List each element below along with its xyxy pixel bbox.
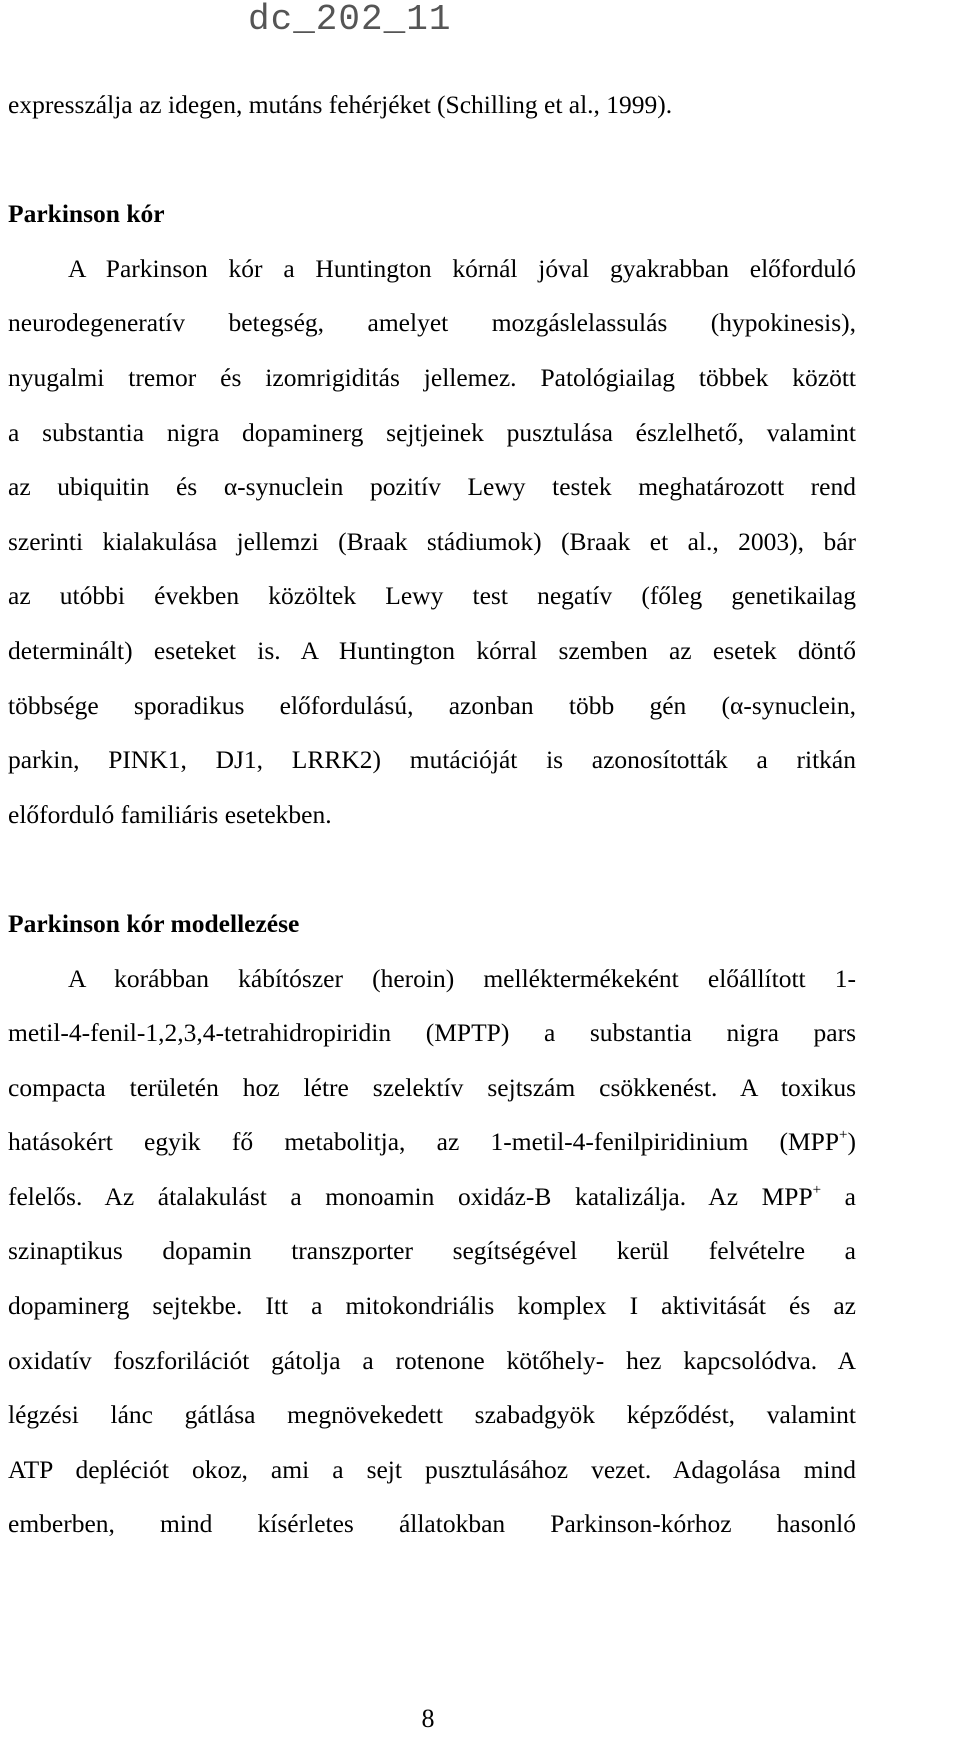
text-line: ATP depléciót okoz, ami a sejt pusztulásához vezet. Adagolása mind bbox=[8, 1454, 856, 1484]
text-line: A korábban kábítószer (heroin) melléktermékeként előállított 1- bbox=[68, 963, 856, 993]
text-fragment: ) bbox=[847, 1127, 856, 1157]
text-line: determinált) eseteket is. A Huntington kórral szemben az esetek döntő bbox=[8, 635, 856, 665]
document-body bbox=[8, 78, 856, 1552]
text-line: szinaptikus dopamin transzporter segítségével kerül felvételre a bbox=[8, 1236, 856, 1266]
paragraph-gap bbox=[8, 842, 856, 897]
text-line: többsége sporadikus előfordulású, azonban több gén (α-synuclein, bbox=[8, 690, 856, 720]
paragraph-gap bbox=[8, 133, 856, 188]
superscript-plus: + bbox=[812, 1181, 822, 1198]
superscript-plus: + bbox=[839, 1127, 848, 1144]
text-line: az utóbbi években közöltek Lewy test negatív (főleg genetikailag bbox=[8, 581, 856, 611]
text-line-mpp bbox=[8, 1115, 856, 1170]
text-fragment: hatásokért egyik fő metabolitja, az 1-metil-4-fenilpiridinium (MPP bbox=[8, 1127, 840, 1157]
text-fragment: felelős. Az átalakulást a monoamin oxidáz-B katalizálja. Az MPP bbox=[8, 1181, 813, 1211]
text-line: a substantia nigra dopaminerg sejtjeinek pusztulása észlelhető, valamint bbox=[8, 417, 856, 447]
text-line: A Parkinson kór a Huntington kórnál jóval gyakrabban előforduló bbox=[68, 253, 856, 283]
continuation-line: expresszálja az idegen, mutáns fehérjéket (Schilling et al., 1999). bbox=[8, 90, 673, 119]
text-line: emberben, mind kísérletes állatokban Parkinson-kórhoz hasonló bbox=[8, 1509, 856, 1539]
text-line: dopaminerg sejtekbe. Itt a mitokondriális komplex I aktivitását és az bbox=[8, 1291, 856, 1321]
text-line: compacta területén hoz létre szelektív sejtszám csökkenést. A toxikus bbox=[8, 1072, 856, 1102]
text-line-mpp2 bbox=[8, 1170, 856, 1225]
text-line: az ubiquitin és α-synuclein pozitív Lewy testek meghatározott rend bbox=[8, 472, 856, 502]
text-line: oxidatív foszforilációt gátolja a rotenone kötőhely- hez kapcsolódva. A bbox=[8, 1345, 856, 1375]
section-heading-parkinson: Parkinson kór bbox=[8, 199, 165, 229]
text-line: előforduló familiáris esetekben. bbox=[8, 799, 332, 829]
text-fragment: a bbox=[821, 1181, 856, 1211]
section-heading-modelling: Parkinson kór modellezése bbox=[8, 908, 300, 938]
text-line: szerinti kialakulása jellemzi (Braak stádiumok) (Braak et al., 2003), bár bbox=[8, 526, 856, 556]
page-number: 8 bbox=[421, 1704, 435, 1733]
text-line: neurodegeneratív betegség, amelyet mozgáslelassulás (hypokinesis), bbox=[8, 308, 856, 338]
text-line: légzési lánc gátlása megnövekedett szabadgyök képződést, valamint bbox=[8, 1400, 856, 1430]
text-line: metil-4-fenil-1,2,3,4-tetrahidropiridin (MPTP) a substantia nigra pars bbox=[8, 1018, 856, 1048]
text-line: parkin, PINK1, DJ1, LRRK2) mutációját is azonosították a ritkán bbox=[8, 745, 856, 775]
document-id-header: dc_202_11 bbox=[248, 0, 452, 40]
text-line: nyugalmi tremor és izomrigiditás jellemez. Patológiailag többek között bbox=[8, 362, 856, 392]
